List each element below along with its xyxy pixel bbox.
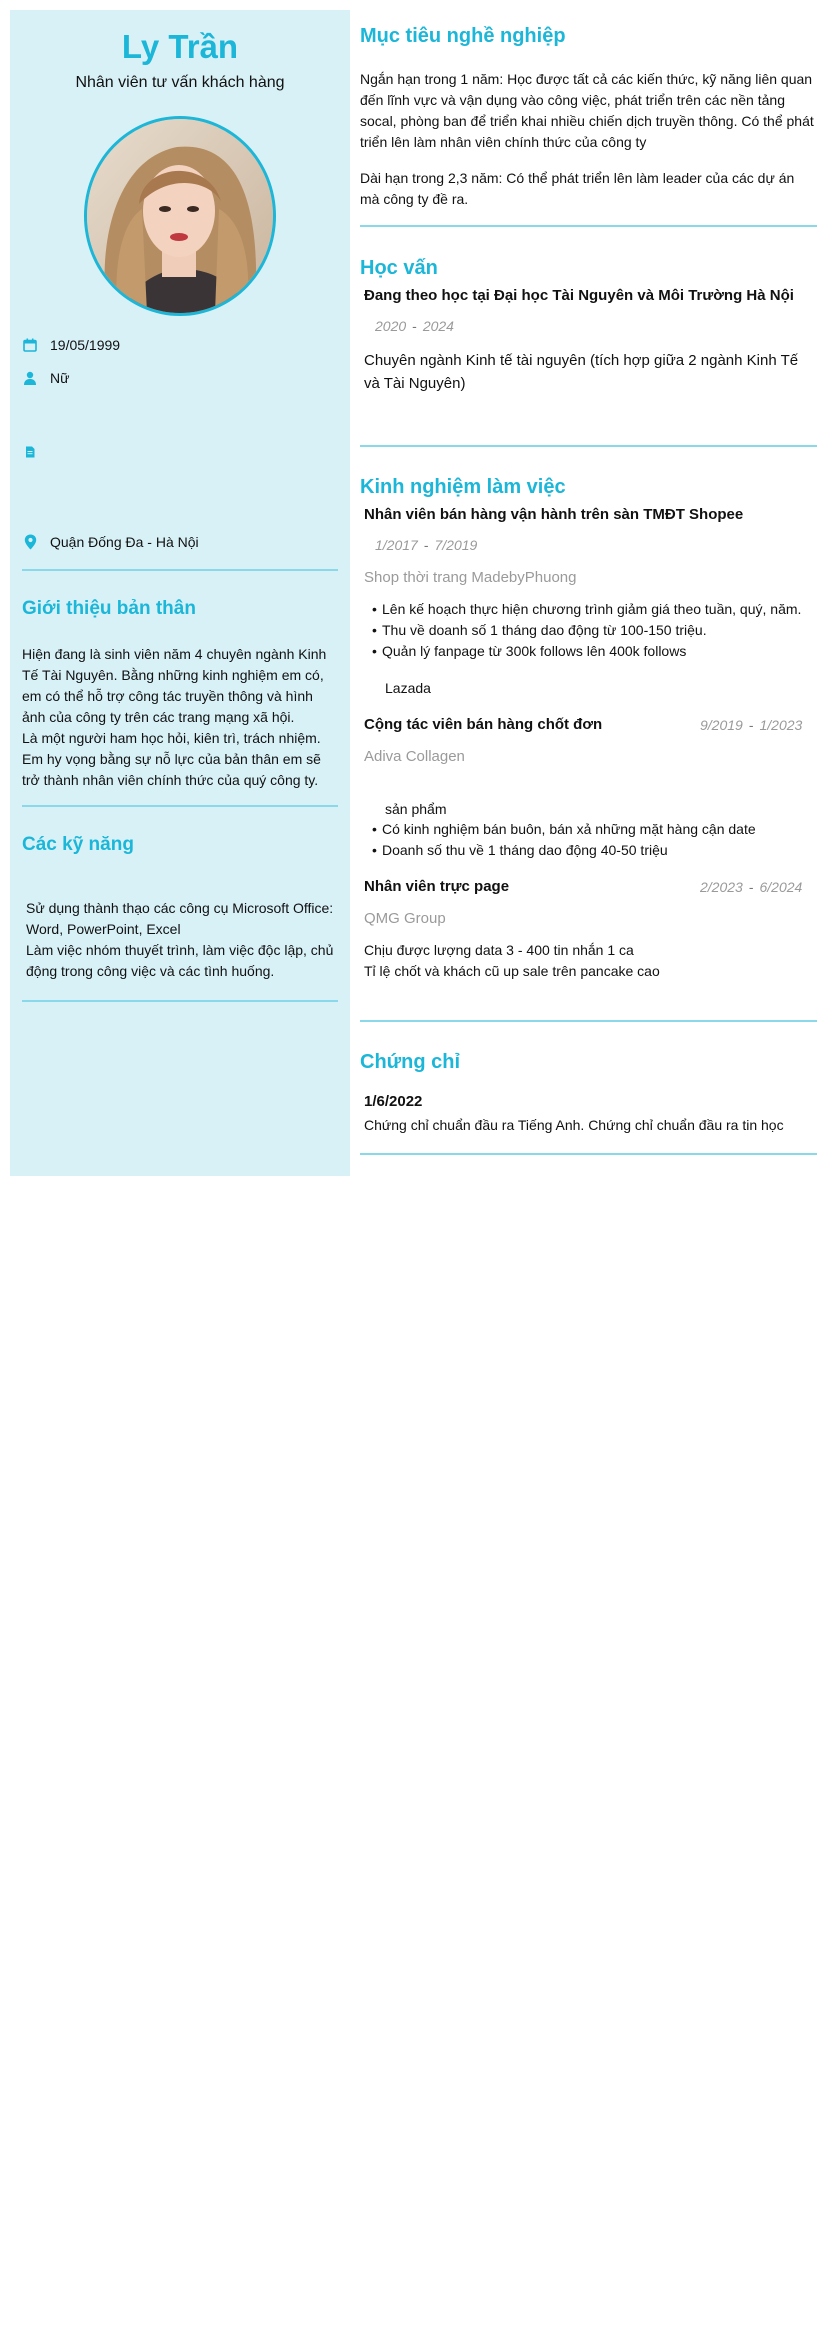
skills-paragraph-2: Làm việc nhóm thuyết trình, làm việc độc lập, chủ động trong công việc và các tình huống. [26,942,334,979]
education-start: 2020 [375,318,407,334]
job-dates: 9/2019 - 1/2023 [700,717,803,733]
job-bullets [372,599,812,662]
main-column [360,10,817,1176]
skills-text [26,898,336,982]
job-detail-line: Tỉ lệ chốt và khách cũ up sale trên pancake cao [364,963,660,979]
avatar-photo [87,119,273,313]
sidebar-divider [22,1000,338,1002]
job-title: Cộng tác viên bán hàng chốt đơn [364,716,603,733]
birthday-value: 19/05/1999 [50,337,121,353]
job-company: Adiva Collagen [364,748,465,765]
about-paragraph-2: Là một người ham học hỏi, kiên trì, trách nhiệm. Em hy vọng bằng sự nỗ lực của bản thân em sẽ trở thành nhân viên chính thức của quý công ty. [22,730,321,788]
education-heading: Học vấn [360,257,438,279]
certificates-heading: Chứng chỉ [360,1051,461,1073]
section-divider [360,1020,817,1022]
job-dates: 2/2023 - 6/2024 [700,879,803,895]
list-item: • Quản lý fanpage từ 300k follows lên 400k follows [372,643,687,659]
education-dates: 2020 - 2024 [375,318,454,334]
list-item: • Doanh số thu về 1 tháng dao động 40-50 triệu [372,842,668,858]
skills-heading: Các kỹ năng [22,834,134,855]
list-item: • Thu về doanh số 1 tháng dao động từ 100-150 triệu. [372,622,707,638]
sidebar [10,10,350,1176]
objective-long-term: Dài hạn trong 2,3 năm: Có thể phát triển lên làm leader của các dự án mà công ty đề ra. [360,170,795,207]
education-end: 2024 [422,318,454,334]
birthday-row [22,337,120,353]
skills-paragraph-1: Sử dụng thành thạo các công cụ Microsoft Office: Word, PowerPoint, Excel [26,900,334,937]
job-company: Shop thời trang MadebyPhuong [364,569,577,586]
section-divider [360,1153,817,1155]
job-end: 6/2024 [759,879,803,895]
about-paragraph-1: Hiện đang là sinh viên năm 4 chuyên ngành Kinh Tế Tài Nguyên. Bằng những kinh nghiệm em có, em có thể hỗ trợ công tác truyền thông và hình ảnh của công ty trên các trang mạng xã hội. [22,646,327,725]
avatar [84,116,276,316]
job-start: 9/2019 [700,717,743,733]
calendar-icon [22,337,38,353]
sidebar-divider [22,569,338,571]
education-school: Đang theo học tại Đại học Tài Nguyên và Môi Trường Hà Nội [364,287,794,304]
list-item: • Có kinh nghiệm bán buôn, bán xả những mặt hàng cận date [372,821,756,837]
certificate-text: Chứng chỉ chuẩn đầu ra Tiếng Anh. Chứng chỉ chuẩn đầu ra tin học [364,1117,784,1133]
job-details [364,940,660,982]
education-major: Chuyên ngành Kinh tế tài nguyên (tích hợp giữa 2 ngành Kinh Tế và Tài Nguyên) [364,352,799,392]
document-row [22,444,50,460]
certificate-date: 1/6/2022 [364,1093,423,1110]
address-row [22,534,199,550]
address-value: Quận Đống Đa - Hà Nội [50,534,199,550]
job-title: Nhân viên bán hàng vận hành trên sàn TMĐT Shopee [364,506,744,523]
job-extra: sản phẩm [385,801,447,817]
section-divider [360,445,817,447]
job-end: 7/2019 [434,537,478,553]
about-heading: Giới thiệu bản thân [22,598,196,619]
job-dates: 1/2017 - 7/2019 [375,537,478,553]
objective-short-term: Ngắn hạn trong 1 năm: Học được tất cả các kiến thức, kỹ năng liên quan đến lĩnh vực và vận dụng vào công việc, phát triển trên các nền tảng socal, phòng ban để triển khai nhiều chiến dịch truyền thông. Có thể phát triển lên làm nhân viên chính thức của công ty [360,71,814,150]
job-detail-line: Chịu được lượng data 3 - 400 tin nhắn 1 ca [364,942,634,958]
person-icon [22,370,38,386]
job-start: 2/2023 [700,879,743,895]
about-text [22,644,340,791]
job-extra: Lazada [385,680,431,696]
candidate-title: Nhân viên tư vấn khách hàng [75,74,285,91]
sidebar-divider [22,805,338,807]
section-divider [360,225,817,227]
candidate-name: Ly Trần [121,28,239,65]
cv-page [10,10,817,1176]
gender-row [22,370,69,386]
job-end: 1/2023 [759,717,803,733]
job-company: QMG Group [364,910,446,927]
experience-heading: Kinh nghiệm làm việc [360,476,566,498]
document-icon [22,444,38,460]
objective-heading: Mục tiêu nghề nghiệp [360,25,566,47]
map-pin-icon [22,534,38,550]
job-bullets [372,819,812,861]
job-start: 1/2017 [375,537,418,553]
list-item: • Lên kế hoạch thực hiện chương trình giảm giá theo tuần, quý, năm. [372,601,802,617]
gender-value: Nữ [50,370,70,386]
job-title: Nhân viên trực page [364,878,510,895]
